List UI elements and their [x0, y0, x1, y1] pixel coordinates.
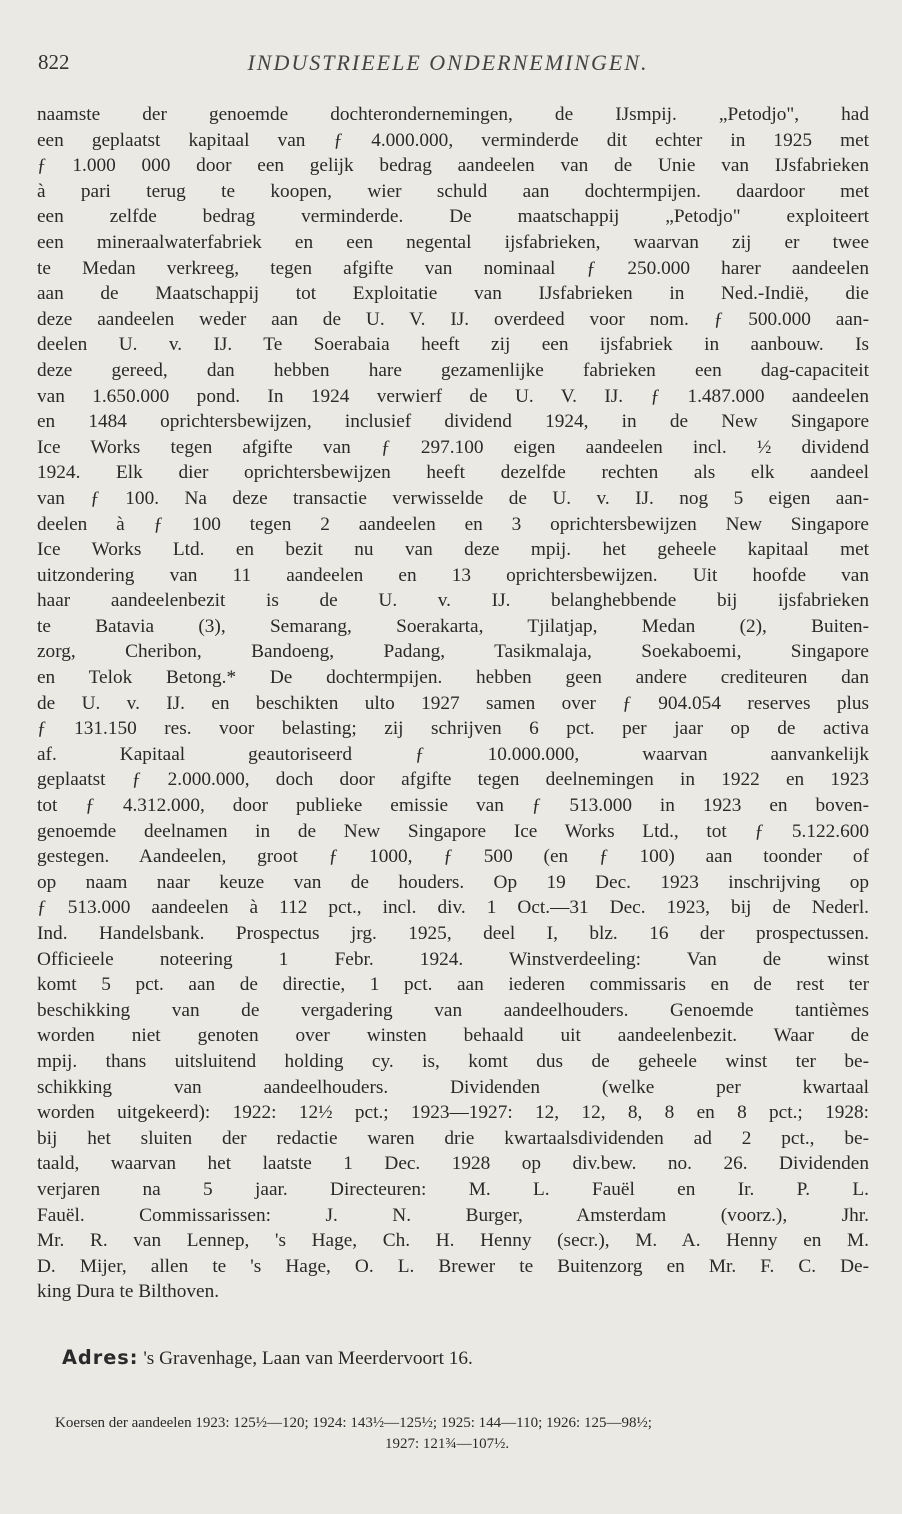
body-line: gestegen. Aandeelen, groot ƒ 1000, ƒ 500 (en ƒ 100) aan toonder of: [37, 846, 869, 868]
share-price-line-1: Koersen der aandeelen 1923: 125½—120; 1924: 143½—125½; 1925: 144—110; 1926: 125—98½;: [55, 1415, 652, 1431]
body-line: komt 5 pct. aan de directie, 1 pct. aan iederen commissaris en de rest ter: [37, 974, 869, 996]
body-line: king Dura te Bilthoven.: [37, 1281, 220, 1303]
body-line: haar aandeelenbezit is de U. v. IJ. belanghebbende bij ijsfabrieken: [37, 590, 869, 612]
page-header: [38, 50, 858, 80]
body-line: bij het sluiten der redactie waren drie kwartaalsdividenden ad 2 pct., be-: [37, 1127, 869, 1149]
body-line: zorg, Cheribon, Bandoeng, Padang, Tasikmalaja, Soekaboemi, Singapore: [37, 641, 869, 663]
body-line: een geplaatst kapitaal van ƒ 4.000.000, verminderde dit echter in 1925 met: [37, 129, 869, 151]
body-line: deze gereed, dan hebben hare gezamenlijke fabrieken een dag-capaciteit: [37, 359, 869, 381]
body-line: beschikking van de vergadering van aandeelhouders. Genoemde tantièmes: [37, 999, 869, 1021]
address-line: [62, 1345, 852, 1372]
body-line: ƒ 513.000 aandeelen à 112 pct., incl. div. 1 Oct.—31 Dec. 1923, bij de Nederl.: [37, 897, 869, 919]
body-line: à pari terug te koopen, wier schuld aan dochtermpijen. daardoor met: [37, 180, 869, 202]
body-line: Fauël. Commissarissen: J. N. Burger, Amsterdam (voorz.), Jhr.: [37, 1204, 869, 1226]
page-number: 822: [38, 50, 70, 74]
address-value: 's Gravenhage, Laan van Meerdervoort 16.: [143, 1348, 473, 1369]
body-line: tot ƒ 4.312.000, door publieke emissie van ƒ 513.000 in 1923 en boven-: [37, 795, 869, 817]
body-line: naamste der genoemde dochterondernemingen, de IJsmpij. „Petodjo", had: [37, 104, 869, 125]
body-line: op naam naar keuze van de houders. Op 19 Dec. 1923 inschrijving op: [37, 871, 869, 893]
body-line: taald, waarvan het laatste 1 Dec. 1928 op div.bew. no. 26. Dividenden: [37, 1153, 869, 1175]
body-line: Ind. Handelsbank. Prospectus jrg. 1925, deel I, blz. 16 der prospectussen.: [37, 923, 869, 944]
body-line: de U. v. IJ. en beschikten ulto 1927 samen over ƒ 904.054 reserves plus: [37, 692, 869, 714]
body-line: verjaren na 5 jaar. Directeuren: M. L. Fauël en Ir. P. L.: [37, 1178, 869, 1200]
body-line: uitzondering van 11 aandeelen en 13 oprichtersbewijzen. Uit hoofde van: [37, 564, 869, 586]
body-line: worden niet genoten over winsten behaald uit aandeelenbezit. Waar de: [37, 1025, 869, 1047]
body-line: Ice Works Ltd. en bezit nu van deze mpij. het geheele kapitaal met: [37, 539, 869, 561]
body-line: mpij. thans uitsluitend holding cy. is, komt dus de geheele winst ter be-: [37, 1050, 869, 1072]
body-line: aan de Maatschappij tot Exploitatie van IJsfabrieken in Ned.-Indië, die: [37, 283, 869, 305]
body-line: Officieele noteering 1 Febr. 1924. Winstverdeeling: Van de winst: [37, 948, 869, 970]
body-line: deze aandeelen weder aan de U. V. IJ. overdeed voor nom. ƒ 500.000 aan-: [37, 308, 869, 330]
body-line: en 1484 oprichtersbewijzen, inclusief dividend 1924, in de New Singapore: [37, 411, 869, 433]
body-text: [37, 102, 869, 1305]
body-line: te Medan verkreeg, tegen afgifte van nominaal ƒ 250.000 harer aandeelen: [37, 257, 869, 279]
body-line: een zelfde bedrag verminderde. De maatschappij „Petodjo" exploiteert: [37, 206, 869, 228]
body-line: af. Kapitaal geautoriseerd ƒ 10.000.000, waarvan aanvankelijk: [37, 743, 869, 765]
running-title: INDUSTRIEELE ONDERNEMINGEN.: [247, 50, 649, 75]
body-line: te Batavia (3), Semarang, Soerakarta, Tjilatjap, Medan (2), Buiten-: [37, 615, 869, 637]
body-line: 1924. Elk dier oprichtersbewijzen heeft dezelfde rechten als elk aandeel: [37, 462, 869, 484]
body-line: ƒ 1.000 000 door een gelijk bedrag aandeelen van de Unie van IJsfabrieken: [37, 155, 869, 177]
body-line: Mr. R. van Lennep, 's Hage, Ch. H. Henny (secr.), M. A. Henny en M.: [37, 1230, 869, 1252]
body-line: worden uitgekeerd): 1922: 12½ pct.; 1923—1927: 12, 12, 8, 8 en 8 pct.; 1928:: [37, 1102, 869, 1124]
body-line: ƒ 131.150 res. voor belasting; zij schrijven 6 pct. per jaar op de activa: [37, 718, 869, 740]
body-line: geplaatst ƒ 2.000.000, doch door afgifte tegen deelnemingen in 1922 en 1923: [37, 769, 869, 791]
address-label: Adres:: [62, 1346, 139, 1369]
body-line: schikking van aandeelhouders. Dividenden (welke per kwartaal: [37, 1076, 869, 1098]
body-line: deelen à ƒ 100 tegen 2 aandeelen en 3 oprichtersbewijzen New Singapore: [37, 513, 869, 535]
body-line: Ice Works tegen afgifte van ƒ 297.100 eigen aandeelen incl. ½ dividend: [37, 436, 869, 458]
share-price-line-2: 1927: 121¾—107½.: [385, 1436, 510, 1452]
body-line: D. Mijer, allen te 's Hage, O. L. Brewer te Buitenzorg en Mr. F. C. De-: [37, 1255, 869, 1277]
body-line: een mineraalwaterfabriek en een negental ijsfabrieken, waarvan zij er twee: [37, 231, 869, 253]
body-line: genoemde deelnamen in de New Singapore Ice Works Ltd., tot ƒ 5.122.600: [37, 820, 869, 842]
body-line: van 1.650.000 pond. In 1924 verwierf de U. V. IJ. ƒ 1.487.000 aandeelen: [37, 385, 869, 407]
body-line: en Telok Betong.* De dochtermpijen. hebben geen andere crediteuren dan: [37, 667, 869, 689]
body-line: van ƒ 100. Na deze transactie verwisselde de U. v. IJ. nog 5 eigen aan-: [37, 487, 869, 509]
body-line: deelen U. v. IJ. Te Soerabaia heeft zij een ijsfabriek in aanbouw. Is: [37, 334, 869, 356]
share-price-footnote: [55, 1413, 870, 1455]
